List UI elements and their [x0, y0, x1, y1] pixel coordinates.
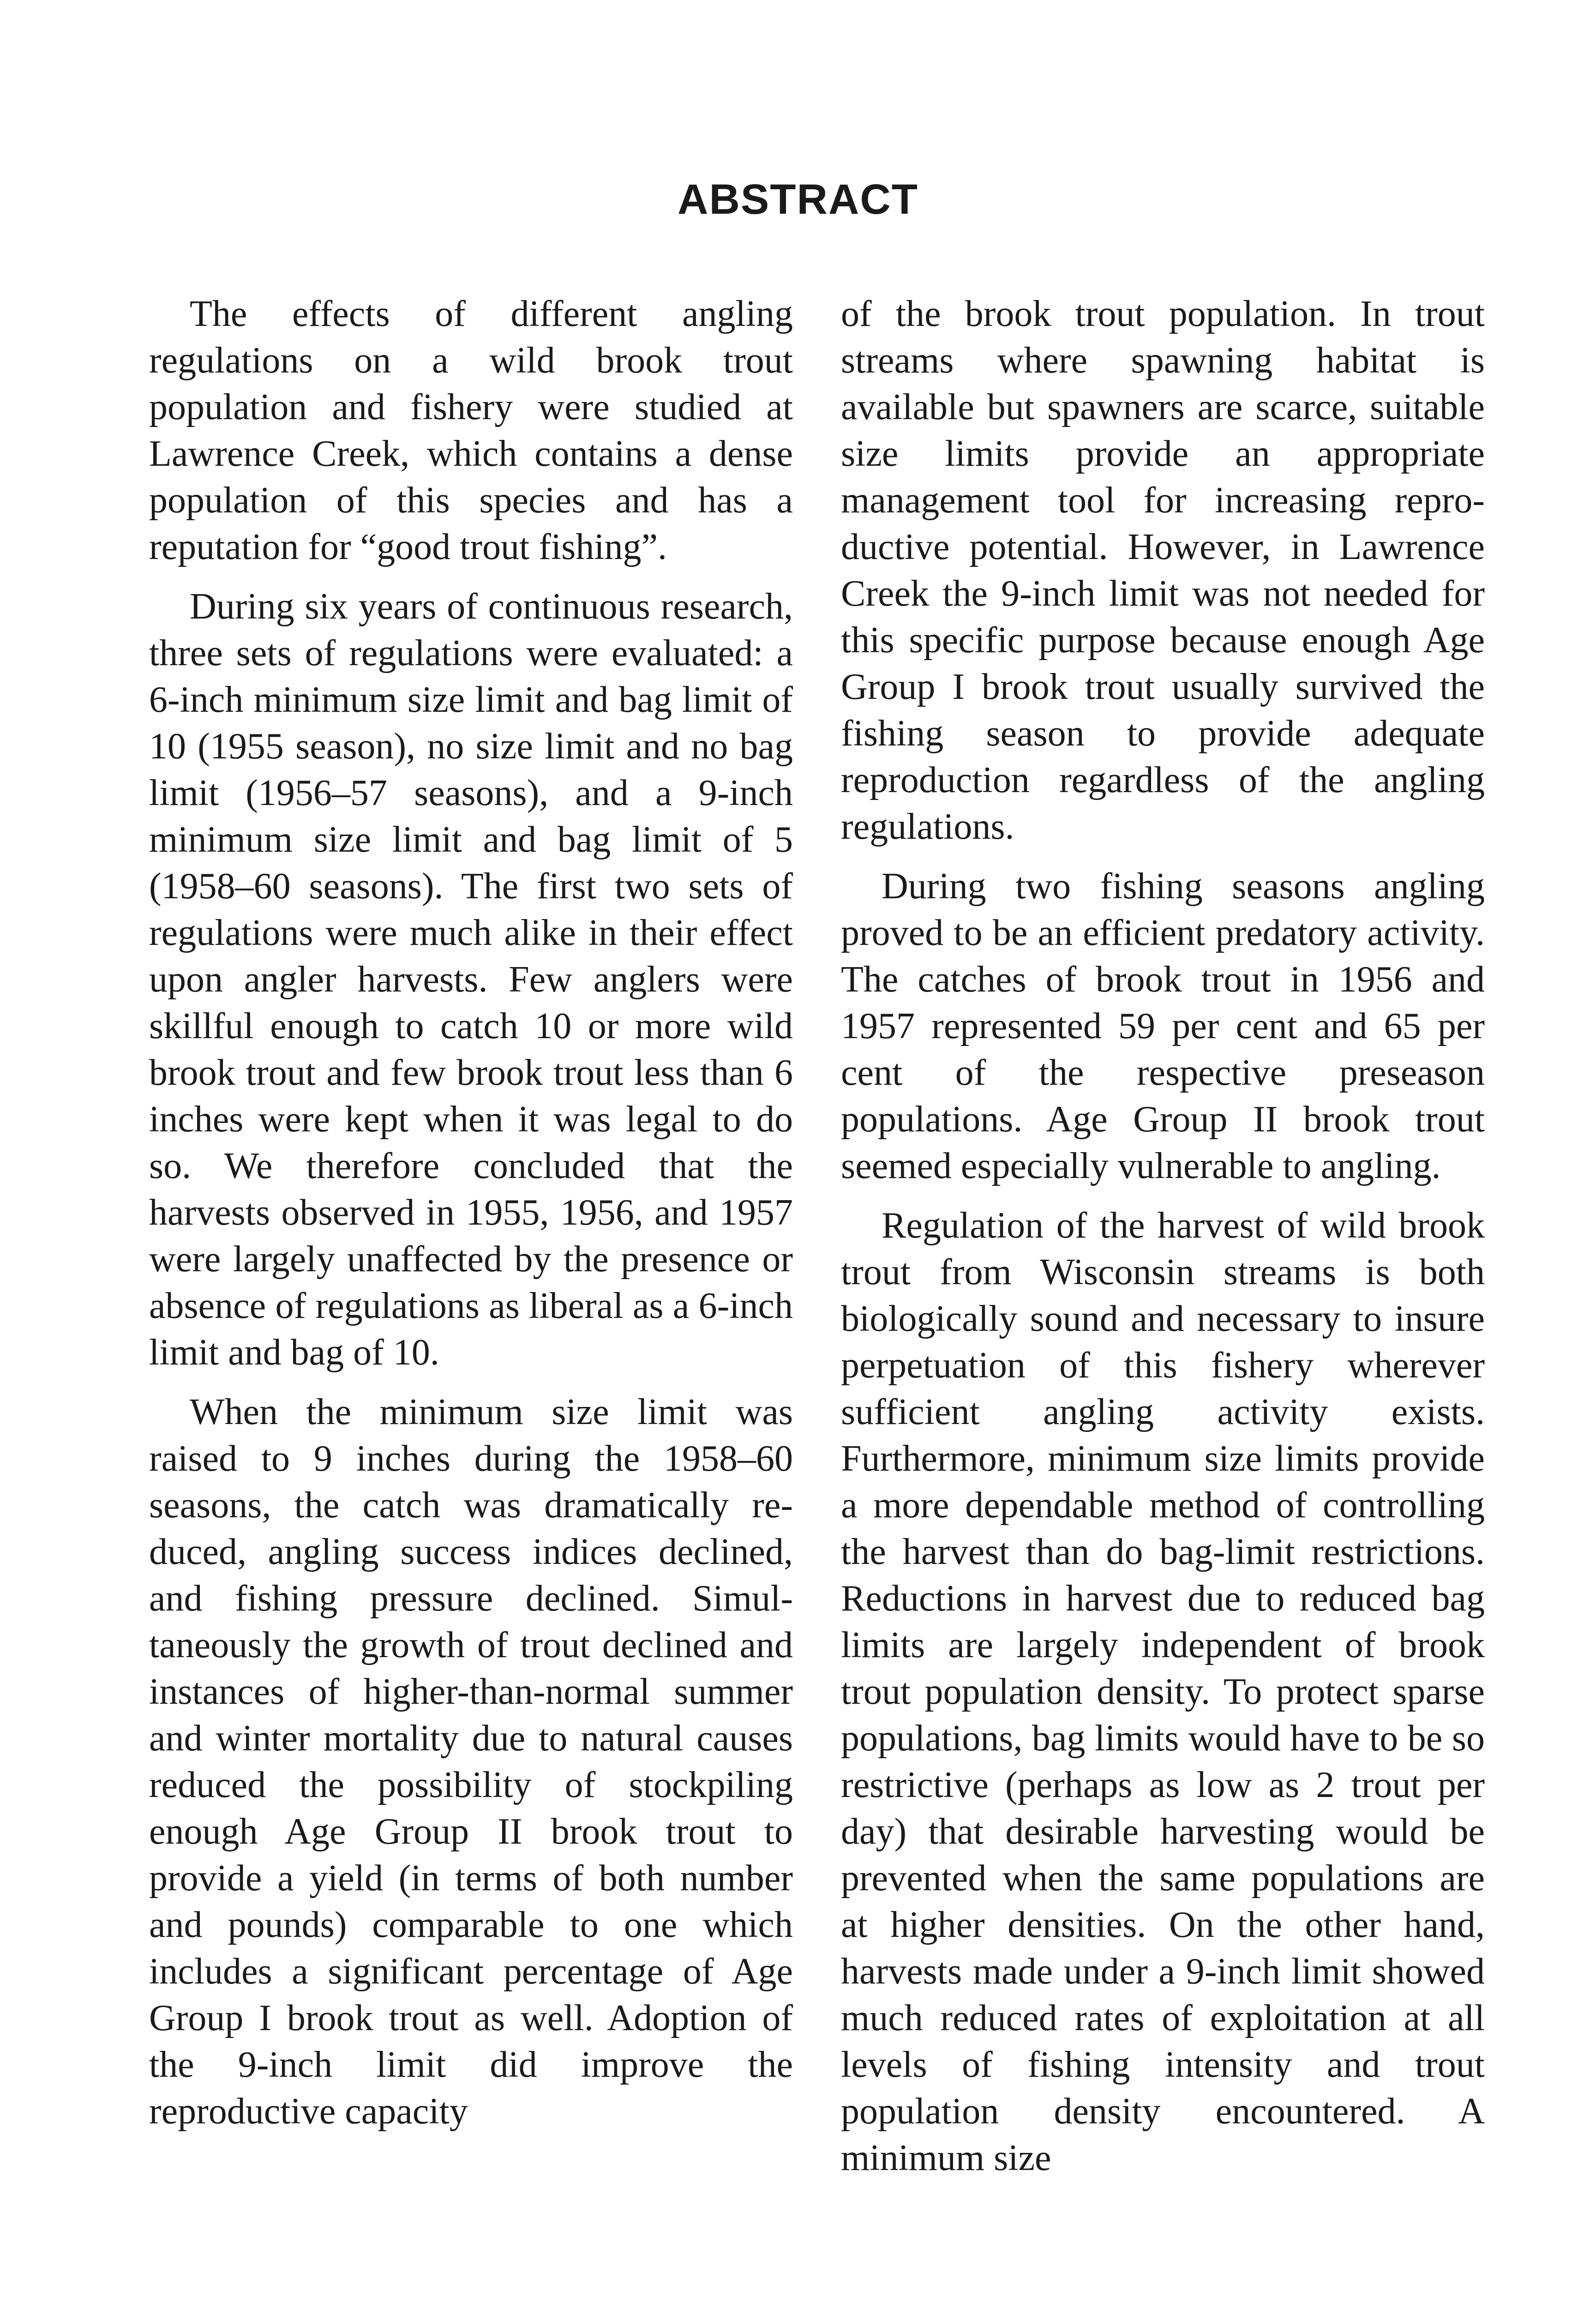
paragraph: The effects of different angling regulations on a wild brook trout population and fishery were studied at Lawrence Creek, which contains a dense population of this species and has a reputation for “good trout fishing”. — [149, 294, 793, 567]
paragraph: Regulation of the harvest of wild brook trout from Wisconsin streams is both biologically sound and necessary to insure perpetuation of this fishery wherever sufficient angling activity exists. Furthermore, minimum size limits provide a more dependable method of controlling the harvest than do bag-limit restrictions. Reductions in harvest due to reduced bag limits are largely independent of brook trout population density. To protect sparse populations, bag limits would have to be so restrictive (perhaps as low as 2 trout per day) that desirable harvesting would be prevented when the same populations are at higher densities. On the other hand, harvests made under a 9-inch limit showed much reduced rates of exploitation at all levels of fishing intensity and trout population density encountered. A minimum size — [841, 1205, 1485, 2178]
abstract-title: ABSTRACT — [678, 176, 918, 223]
paragraph-continued: of the brook trout population. In trout streams where spawning habitat is available but spawners are scarce, suitable size limits provide an appropriate management tool for increasing reproductive potential. However, in Lawrence Creek the 9-inch limit was not needed for this specific purpose because enough Age Group I brook trout usually survived the fishing season to provide adequate reproduction regardless of the angling regulations. — [841, 294, 1485, 847]
right-column — [841, 291, 1485, 2194]
paragraph: During six years of continuous research, three sets of regulations were evaluated: a 6-inch minimum size limit and bag limit of 10 (1955 season), no size limit and no bag limit (1956–57 seasons), and a 9-inch minimum size limit and bag limit of 5 (1958–60 seasons). The first two sets of regulations were much alike in their effect upon angler harvests. Few anglers were skillful enough to catch 10 or more wild brook trout and few brook trout less than 6 inches were kept when it was legal to do so. We therefore concluded that the harvests observed in 1955, 1956, and 1957 were largely unaffected by the presence or absence of regulations as liberal as a 6-inch limit and bag of 10. — [149, 586, 793, 1373]
left-column — [149, 291, 793, 2148]
paragraph: When the minimum size limit was raised to 9 inches during the 1958–60 seasons, the catch was dramatically reduced, angling success indices declined, and fishing pressure declined. Simultaneously the growth of trout declined and instances of higher-than-normal summer and winter mortality due to natural causes reduced the possibility of stockpiling enough Age Group II brook trout to provide a yield (in terms of both number and pounds) comparable to one which includes a significant percentage of Age Group I brook trout as well. Adoption of the 9-inch limit did improve the reproductive capacity — [149, 1392, 793, 2132]
paragraph: During two fishing seasons angling proved to be an efficient predatory activity. The catches of brook trout in 1956 and 1957 represented 59 per cent and 65 per cent of the respective preseason populations. Age Group II brook trout seemed especially vulnerable to angling. — [841, 866, 1485, 1186]
